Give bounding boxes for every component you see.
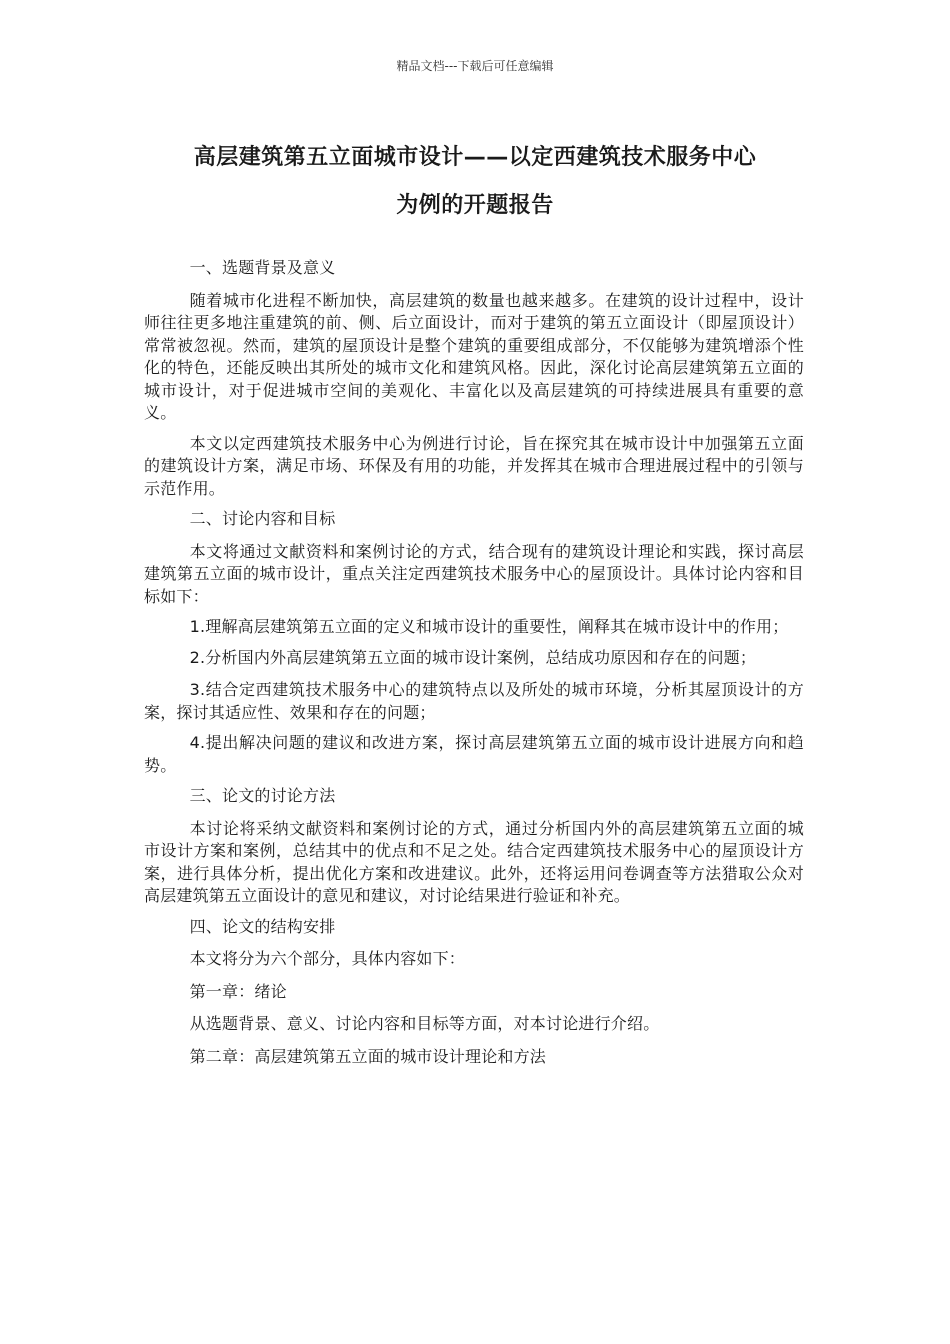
list-item: 4.提出解决问题的建议和改进方案，探讨高层建筑第五立面的城市设计进展方向和趋势。 bbox=[144, 733, 804, 775]
list-item: 2.分析国内外高层建筑第五立面的城市设计案例，总结成功原因和存在的问题； bbox=[189, 647, 757, 667]
paragraph: 本讨论将采纳文献资料和案例讨论的方式，通过分析国内外的高层建筑第五立面的城市设计方案和案例，总结其中的优点和不足之处。结合定西建筑技术服务中心的屋顶设计方案，进行具体分析，提出优化方案和改进建议。此外，还将运用问卷调查等方法猎取公众对高层建筑第五立面设计的意见和建议，对讨论结果进行验证和补充。 bbox=[144, 818, 804, 905]
paragraph: 本文以定西建筑技术服务中心为例进行讨论，旨在探究其在城市设计中加强第五立面的建筑设计方案，满足市场、环保及有用的功能，并发挥其在城市合理进展过程中的引领与示范作用。 bbox=[144, 433, 804, 498]
header-note: 精品文档---下载后可任意编辑 bbox=[396, 59, 554, 73]
list-item: 3.结合定西建筑技术服务中心的建筑特点以及所处的城市环境，分析其屋顶设计的方案，探讨其适应性、效果和存在的问题； bbox=[144, 680, 804, 722]
chapter-heading: 第一章：绪论 bbox=[189, 981, 287, 1001]
title-line-1: 高层建筑第五立面城市设计——以定西建筑技术服务中心 bbox=[193, 145, 757, 170]
paragraph: 从选题背景、意义、讨论内容和目标等方面，对本讨论进行介绍。 bbox=[189, 1014, 660, 1033]
document-title bbox=[120, 134, 830, 230]
paragraph: 本文将分为六个部分，具体内容如下： bbox=[189, 949, 465, 968]
title-line-2: 为例的开题报告 bbox=[396, 193, 554, 218]
section-heading-1: 一、选题背景及意义 bbox=[189, 258, 336, 277]
paragraph: 本文将通过文献资料和案例讨论的方式，结合现有的建筑设计理论和实践，探讨高层建筑第五立面的城市设计，重点关注定西建筑技术服务中心的屋顶设计。具体讨论内容和目标如下： bbox=[144, 541, 804, 606]
section-heading-4: 四、论文的结构安排 bbox=[189, 916, 336, 936]
document-body bbox=[144, 257, 804, 1078]
paragraph: 随着城市化进程不断加快，高层建筑的数量也越来越多。在建筑的设计过程中，设计师往往更多地注重建筑的前、侧、后立面设计，而对于建筑的第五立面设计（即屋顶设计）常常被忽视。然而，建筑的屋顶设计是整个建筑的重要组成部分，不仅能够为建筑增添个性化的特色，还能反映出其所处的城市文化和建筑风格。因此，深化讨论高层建筑第五立面的城市设计，对于促进城市空间的美观化、丰富化以及高层建筑的可持续进展具有重要的意义。 bbox=[144, 290, 804, 422]
list-item: 1.理解高层建筑第五立面的定义和城市设计的重要性，阐释其在城市设计中的作用； bbox=[189, 617, 789, 636]
section-heading-3: 三、论文的讨论方法 bbox=[189, 786, 336, 805]
chapter-heading: 第二章：高层建筑第五立面的城市设计理论和方法 bbox=[189, 1046, 546, 1066]
section-heading-2: 二、讨论内容和目标 bbox=[189, 509, 336, 528]
